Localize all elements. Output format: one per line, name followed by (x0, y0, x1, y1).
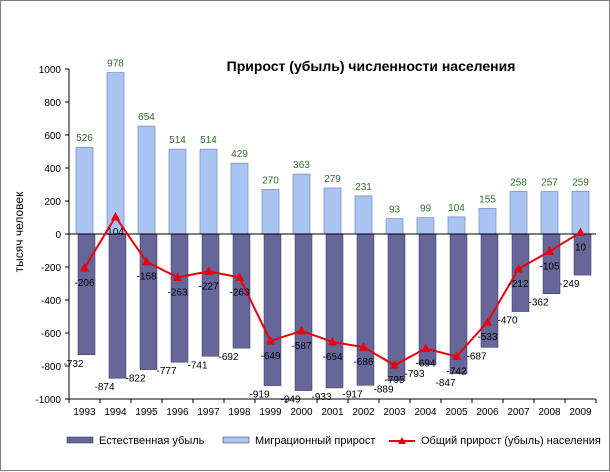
total-growth-value-label: -212 (508, 278, 529, 290)
migration-growth-bar (231, 163, 248, 234)
natural-decline-bar (78, 234, 95, 355)
total-growth-value-label: -654 (322, 351, 343, 363)
migration-growth-bar (200, 149, 217, 234)
natural-decline-bar (388, 234, 405, 381)
migration-growth-value-label: 514 (200, 135, 217, 147)
migration-growth-value-label: 93 (388, 204, 401, 216)
y-tick-label: -800 (40, 362, 61, 373)
natural-decline-bar (512, 234, 529, 312)
x-tick-label: 2005 (445, 407, 468, 418)
total-growth-value-label: -686 (353, 357, 374, 369)
x-tick-label: 1999 (259, 407, 282, 418)
legend-label-total-growth: Общий прирост (убыль) населения (421, 435, 601, 447)
migration-growth-bar (262, 189, 279, 234)
natural-decline-value-label: -847 (435, 377, 456, 389)
migration-growth-bar (293, 174, 310, 234)
natural-decline-bar (264, 234, 281, 386)
x-tick-label: 2003 (383, 407, 406, 418)
migration-growth-value-label: 429 (231, 149, 248, 161)
y-tick-label: 400 (44, 164, 61, 175)
x-tick-label: 1998 (228, 407, 251, 418)
total-growth-value-label: -694 (415, 358, 436, 370)
y-tick-label: -1000 (35, 395, 61, 406)
legend-label-natural-decline: Естественная убыль (99, 435, 205, 447)
chart (1, 1, 610, 472)
total-growth-value-label: 104 (107, 226, 124, 238)
y-tick-label: -200 (40, 263, 61, 274)
legend (67, 435, 601, 447)
legend-swatch-migration-growth (223, 437, 249, 443)
migration-growth-bar (510, 191, 527, 234)
total-growth-value-label: -263 (167, 287, 188, 299)
migration-growth-value-label: 104 (448, 202, 465, 214)
x-axis (69, 399, 596, 418)
natural-decline-value-label: -949 (280, 394, 301, 406)
y-axis (35, 65, 69, 406)
migration-growth-value-label: 363 (293, 160, 310, 172)
natural-decline-value-label: -793 (404, 368, 425, 380)
natural-decline-bar (109, 234, 126, 378)
migration-growth-value-label: 99 (419, 203, 432, 215)
x-tick-label: 2006 (476, 407, 499, 418)
natural-decline-value-label: -362 (528, 297, 549, 309)
total-growth-value-label: -263 (229, 287, 250, 299)
chart-title: Прирост (убыль) численности населения (226, 58, 516, 74)
total-growth-value-label: -168 (136, 271, 157, 283)
natural-decline-value-label: -470 (497, 315, 518, 327)
migration-growth-bar (386, 219, 403, 234)
natural-decline-bar (326, 234, 343, 388)
migration-growth-value-label: 978 (107, 58, 124, 70)
natural-decline-bar (295, 234, 312, 391)
natural-decline-value-label: -874 (94, 382, 115, 394)
y-tick-label: -600 (40, 329, 61, 340)
migration-growth-bar (355, 196, 372, 234)
natural-decline-value-label: -919 (249, 389, 270, 401)
natural-decline-bar (202, 234, 219, 356)
migration-growth-bar (541, 192, 558, 234)
x-tick-label: 2002 (352, 407, 375, 418)
migration-growth-bar (324, 188, 341, 234)
y-tick-label: 1000 (38, 65, 61, 76)
natural-decline-value-label: -777 (156, 366, 177, 378)
natural-decline-value-label: -822 (125, 373, 146, 385)
x-tick-label: 2004 (414, 407, 437, 418)
legend-label-migration-growth: Миграционный прирост (255, 435, 376, 447)
migration-growth-value-label: 270 (262, 175, 279, 187)
x-tick-label: 2009 (569, 407, 592, 418)
total-growth-value-label: -587 (291, 340, 312, 352)
x-tick-label: 2008 (538, 407, 561, 418)
migration-growth-value-label: 526 (76, 133, 93, 145)
x-tick-label: 1993 (73, 407, 96, 418)
total-growth-value-label: -105 (539, 261, 560, 273)
x-tick-label: 2007 (507, 407, 530, 418)
y-tick-label: -400 (40, 296, 61, 307)
total-growth-value-label: -227 (198, 281, 219, 293)
y-tick-label: 600 (44, 131, 61, 142)
migration-growth-bar (107, 73, 124, 234)
y-tick-label: 200 (44, 197, 61, 208)
migration-growth-value-label: 258 (510, 177, 527, 189)
y-axis-label: тысяч человек (12, 191, 26, 273)
total-growth-value-label: 10 (574, 242, 587, 254)
x-tick-label: 1995 (135, 407, 158, 418)
natural-decline-bar (481, 234, 498, 347)
x-tick-label: 2000 (290, 407, 313, 418)
migration-growth-value-label: 259 (572, 177, 589, 189)
migration-growth-bar (417, 218, 434, 234)
natural-decline-bars (78, 234, 591, 394)
total-growth-value-label: -533 (477, 331, 498, 343)
y-tick-label: 800 (44, 98, 61, 109)
y-tick-label: 0 (55, 230, 61, 241)
natural-decline-value-label: -917 (342, 389, 363, 401)
migration-growth-value-label: 514 (169, 135, 186, 147)
total-growth-value-label: -649 (260, 351, 281, 363)
natural-decline-bar (574, 234, 591, 275)
natural-decline-bar (419, 234, 436, 365)
migration-growth-value-label: 155 (479, 194, 496, 206)
migration-growth-bars (76, 73, 589, 234)
x-tick-label: 1997 (197, 407, 220, 418)
migration-growth-bar (169, 149, 186, 234)
migration-growth-value-label: 257 (541, 177, 558, 189)
migration-growth-value-label: 279 (324, 173, 341, 185)
total-growth-value-label: -742 (446, 366, 467, 378)
migration-growth-value-label: 654 (138, 112, 155, 124)
migration-growth-bar (76, 147, 93, 234)
total-growth-value-label: -795 (384, 375, 405, 387)
natural-decline-value-label: -889 (373, 384, 394, 396)
natural-decline-value-label: -741 (187, 360, 208, 372)
total-growth-value-label: -206 (74, 277, 95, 289)
legend-swatch-natural-decline (67, 437, 93, 443)
migration-growth-value-label: 231 (355, 181, 372, 193)
migration-growth-bar (138, 126, 155, 234)
migration-growth-bar (448, 217, 465, 234)
natural-decline-value-label: -933 (311, 391, 332, 403)
x-tick-label: 1996 (166, 407, 189, 418)
migration-growth-bar (479, 208, 496, 234)
natural-decline-value-label: -249 (559, 279, 580, 291)
x-tick-label: 1994 (104, 407, 127, 418)
natural-decline-value-label: -692 (218, 352, 239, 364)
natural-decline-value-label: -732 (63, 358, 84, 370)
natural-decline-value-label: -687 (466, 351, 487, 363)
x-tick-label: 2001 (321, 407, 344, 418)
